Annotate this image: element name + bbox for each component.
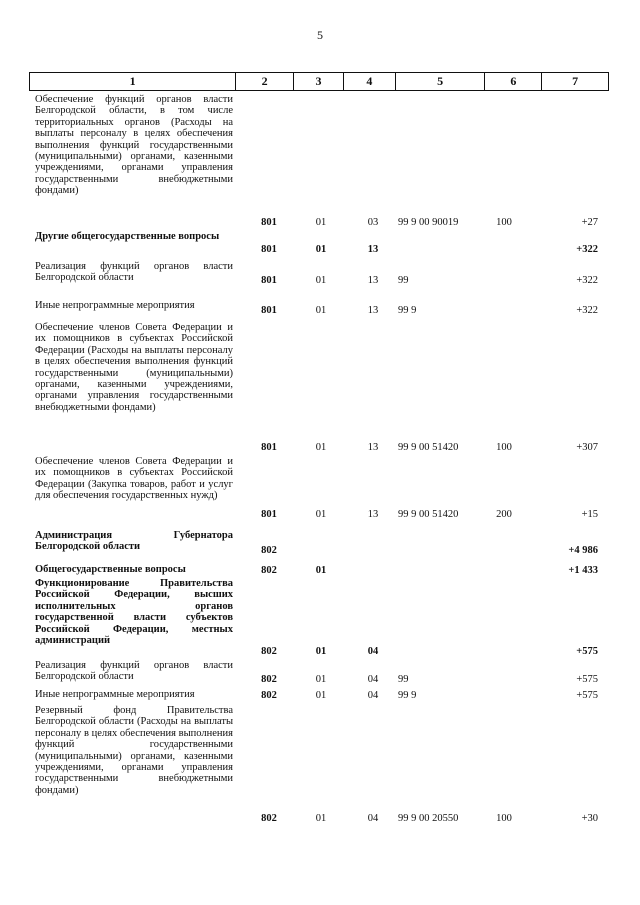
cell-target-article: 99 9 00 51420 — [398, 509, 459, 520]
row-description: Реализация функций органов власти Белгородской области — [35, 261, 233, 284]
cell-amount: +575 — [576, 674, 598, 685]
cell-admin-code: 801 — [261, 217, 277, 228]
cell-admin-code: 801 — [261, 275, 277, 286]
row-description: Другие общегосударственные вопросы — [35, 231, 220, 242]
row-description: Обеспечение функций органов власти Белгородской области, в том числе территориальных органов (Расходы на выплаты персоналу в целях обеспечения выполнения функций государственными (муниципальными) органами, казенными учреждениями, органами управления государственными внебюджетными фондами) — [35, 94, 233, 197]
cell-expense-type: 100 — [496, 217, 512, 228]
cell-expense-type: 200 — [496, 509, 512, 520]
header-col-5: 5 — [396, 73, 486, 90]
cell-admin-code: 801 — [261, 244, 277, 255]
cell-subsection: 13 — [367, 442, 379, 453]
table-row — [0, 300, 640, 317]
cell-amount: +4 986 — [568, 545, 598, 556]
header-col-3: 3 — [294, 73, 344, 90]
cell-subsection: 04 — [367, 690, 379, 701]
row-description: Обеспечение членов Совета Федерации и их помощников в субъектах Российской Федерации (Закупка товаров, работ и услуг для обеспечения государственных нужд) — [35, 456, 233, 502]
cell-section: 01 — [315, 813, 327, 824]
cell-admin-code: 801 — [261, 305, 277, 316]
table-row — [0, 231, 640, 256]
table-row — [0, 578, 640, 658]
cell-target-article: 99 — [398, 674, 409, 685]
table-row — [0, 456, 640, 521]
cell-amount: +307 — [576, 442, 598, 453]
page-number: 5 — [317, 28, 323, 42]
cell-target-article: 99 9 — [398, 690, 417, 701]
table-row — [0, 705, 640, 825]
table-row — [0, 261, 640, 287]
row-description: Общегосударственные вопросы — [35, 564, 186, 575]
cell-subsection: 03 — [367, 217, 379, 228]
cell-section: 01 — [315, 442, 327, 453]
cell-section: 01 — [315, 275, 327, 286]
header-col-1: 1 — [30, 73, 236, 90]
cell-amount: +575 — [576, 690, 598, 701]
cell-section: 01 — [315, 690, 327, 701]
cell-subsection: 13 — [367, 244, 379, 255]
cell-admin-code: 802 — [261, 690, 277, 701]
row-description: Иные непрограммные мероприятия — [35, 689, 195, 700]
cell-admin-code: 802 — [261, 545, 277, 556]
cell-amount: +322 — [576, 275, 598, 286]
header-col-7: 7 — [572, 74, 579, 88]
cell-amount: +575 — [576, 646, 598, 657]
cell-target-article: 99 9 00 51420 — [398, 442, 459, 453]
cell-section: 01 — [315, 646, 327, 657]
table-header — [29, 72, 609, 91]
table-row — [0, 322, 640, 454]
cell-amount: +30 — [581, 813, 598, 824]
table-row — [0, 689, 640, 702]
cell-admin-code: 802 — [261, 646, 277, 657]
cell-admin-code: 802 — [261, 565, 277, 576]
cell-target-article: 99 9 00 20550 — [398, 813, 459, 824]
header-col-2: 2 — [236, 73, 294, 90]
cell-expense-type: 100 — [496, 442, 512, 453]
row-description: Администрация Губернатора Белгородской области — [35, 530, 233, 553]
cell-subsection: 04 — [367, 646, 379, 657]
cell-subsection: 13 — [367, 509, 379, 520]
row-description: Обеспечение членов Совета Федерации и их помощников в субъектах Российской Федерации (Расходы на выплаты персоналу в целях обеспечения выполнения функций государственными (муниципальными) органами, казенными учреждениями, органами управления государственными внебюджетными фондами) — [35, 322, 233, 413]
row-description: Резервный фонд Правительства Белгородской области (Расходы на выплаты персоналу в целях обеспечения выполнения функций государственными (муниципальными) органами, казенными учреждениями, органами управления государственными внебюджетными фондами) — [35, 705, 233, 796]
table-row — [0, 530, 640, 557]
cell-section: 01 — [315, 217, 327, 228]
cell-target-article: 99 9 — [398, 305, 417, 316]
table-row — [0, 564, 640, 577]
cell-section: 01 — [315, 674, 327, 685]
cell-section: 01 — [315, 305, 327, 316]
cell-amount: +322 — [576, 244, 598, 255]
cell-subsection: 04 — [367, 813, 379, 824]
cell-admin-code: 802 — [261, 674, 277, 685]
table-row — [0, 94, 640, 229]
row-description: Реализация функций органов власти Белгородской области — [35, 660, 233, 683]
cell-admin-code: 801 — [261, 509, 277, 520]
header-col-6: 6 — [485, 73, 542, 90]
cell-target-article: 99 9 00 90019 — [398, 217, 459, 228]
cell-subsection: 13 — [367, 275, 379, 286]
cell-section: 01 — [315, 509, 327, 520]
cell-expense-type: 100 — [496, 813, 512, 824]
cell-section: 01 — [315, 565, 327, 576]
cell-admin-code: 801 — [261, 442, 277, 453]
cell-amount: +322 — [576, 305, 598, 316]
row-description: Функционирование Правительства Российской Федерации, высших исполнительных органов государственной власти субъектов Российской Федерации, местных администраций — [35, 578, 233, 647]
cell-target-article: 99 — [398, 275, 409, 286]
table-row — [0, 660, 640, 686]
cell-admin-code: 802 — [261, 813, 277, 824]
cell-subsection: 04 — [367, 674, 379, 685]
header-col-4: 4 — [344, 73, 396, 90]
cell-amount: +15 — [581, 509, 598, 520]
cell-subsection: 13 — [367, 305, 379, 316]
cell-amount: +1 433 — [568, 565, 598, 576]
cell-section: 01 — [315, 244, 327, 255]
cell-amount: +27 — [581, 217, 598, 228]
row-description: Иные непрограммные мероприятия — [35, 300, 195, 311]
